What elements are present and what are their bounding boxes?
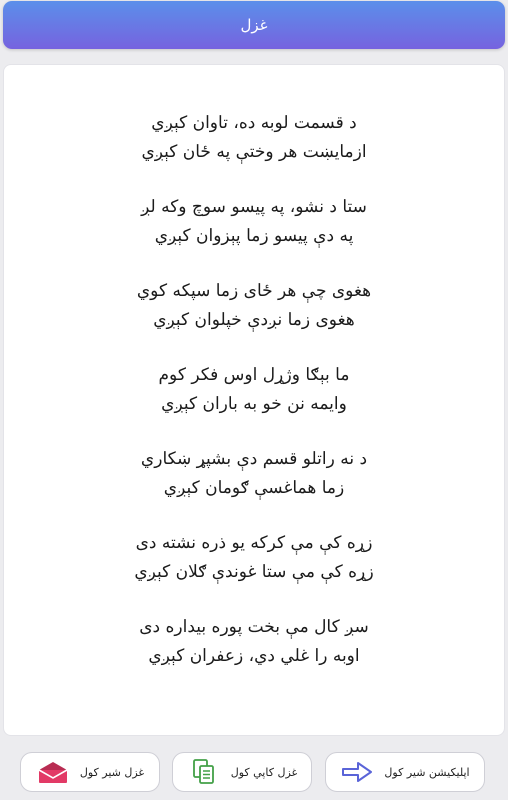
verse-line: زړه کې مې کرکه يو ذره نشته دی	[135, 533, 373, 553]
stanza-6	[4, 529, 504, 613]
app-header	[3, 1, 505, 49]
verse-line: ما بېګا وژړل اوس فکر کوم	[158, 365, 350, 385]
stanza-1	[4, 109, 504, 193]
poem-card	[3, 64, 505, 736]
verse-line: په دې پيسو زما پېزوان کېږي	[154, 226, 354, 246]
share-app-button[interactable]	[325, 752, 485, 792]
verse-line: هغوی چې هر ځای زما سپکه کوي	[136, 281, 372, 301]
stanza-4	[4, 361, 504, 445]
share-ghazal-button[interactable]	[20, 752, 160, 792]
verse-line: د قسمت لوبه ده، تاوان کېږي	[151, 113, 357, 133]
poem-text	[4, 109, 504, 697]
verse-line: هغوی زما نږدې خپلوان کېږي	[153, 310, 355, 330]
stanza-3	[4, 277, 504, 361]
share-app-label: اپليکيشن شير کول	[384, 765, 470, 779]
verse-line: زړه کې مې ستا غوندې ګلان کېږي	[134, 562, 374, 582]
page-title: غزل	[240, 16, 268, 34]
copy-ghazal-label: غزل کاپي کول	[230, 765, 298, 779]
copy-ghazal-button[interactable]	[172, 752, 312, 792]
verse-line: وايمه نن خو به باران کېږي	[161, 394, 347, 414]
verse-line: ستا د نشو، په پيسو سوچ وکه لږ	[141, 197, 367, 217]
verse-line: زما هماغسې ګومان کېږي	[163, 478, 345, 498]
verse-line: اوبه را غلي دي، زعفران کېږي	[148, 646, 360, 666]
envelope-icon	[36, 759, 70, 785]
copy-document-icon	[187, 759, 221, 785]
stanza-2	[4, 193, 504, 277]
stanza-7	[4, 613, 504, 697]
verse-line: ازمايښت هر وختې په ځان کېږي	[141, 142, 367, 162]
stanza-5	[4, 445, 504, 529]
action-bar	[0, 750, 508, 796]
verse-line: د نه راتلو قسم دې بشپړ ښکاري	[140, 449, 368, 469]
verse-line: سږ کال مې بخت پوره بيداره دی	[139, 617, 369, 637]
share-ghazal-label: غزل شير کول	[79, 765, 145, 779]
share-arrow-icon	[340, 759, 374, 785]
